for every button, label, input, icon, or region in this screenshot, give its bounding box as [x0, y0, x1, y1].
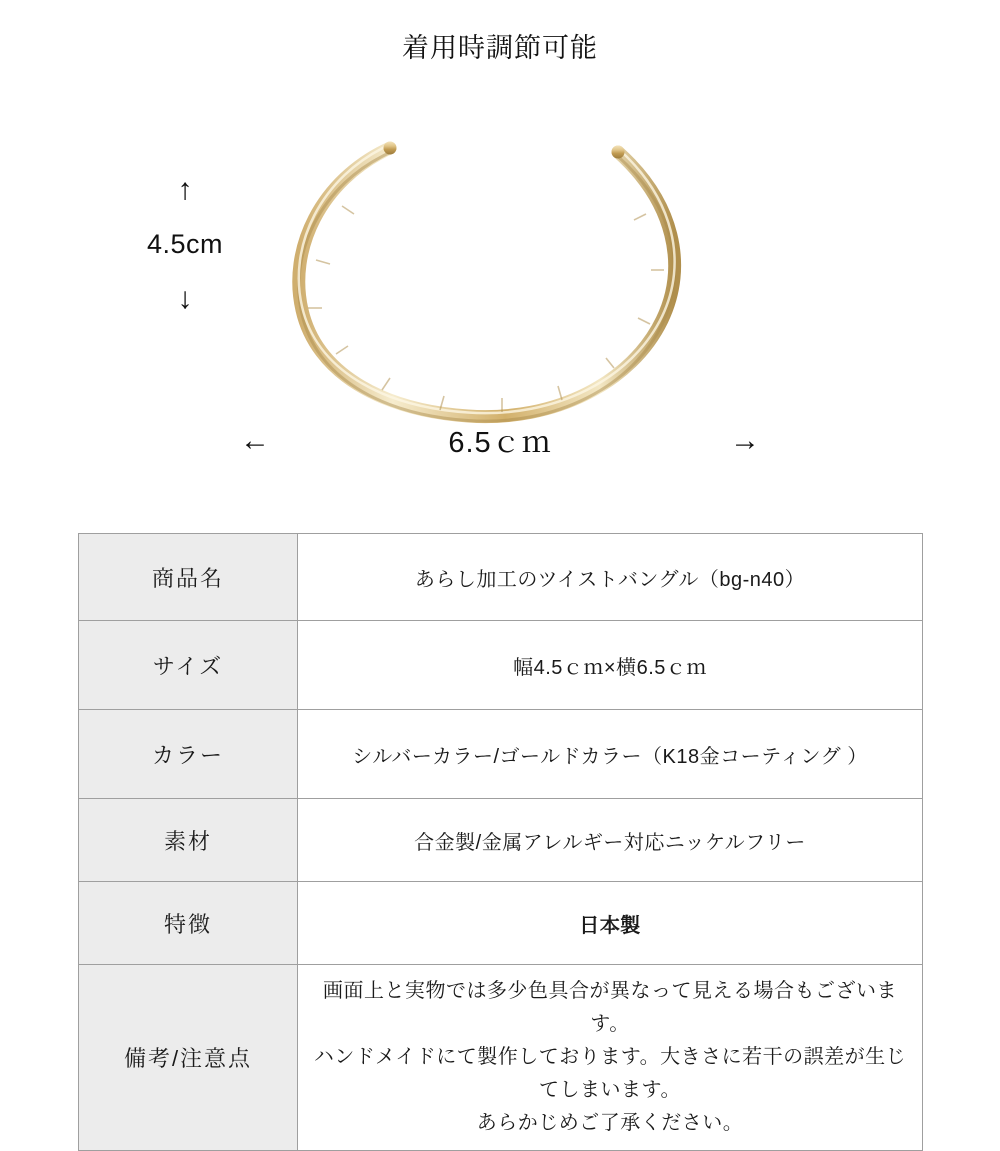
table-row	[79, 710, 923, 799]
spec-label-size: サイズ	[79, 621, 298, 710]
spec-value-feature: 日本製	[298, 882, 923, 965]
arrow-down-icon: ↓	[177, 282, 193, 315]
spec-value-notes	[298, 965, 923, 1151]
product-spec-table	[78, 533, 923, 1151]
table-row	[79, 882, 923, 965]
table-row	[79, 799, 923, 882]
spec-value-size: 幅4.5ｃｍ×横6.5ｃｍ	[298, 621, 923, 710]
spec-label-color: カラー	[79, 710, 298, 799]
table-row	[79, 534, 923, 621]
arrow-left-icon: ←	[240, 423, 270, 457]
horizontal-measurement	[240, 420, 760, 461]
arrow-right-icon: →	[729, 423, 760, 457]
note-line: あらかじめご了承ください。	[476, 1112, 744, 1134]
spec-value-product-name: あらし加工のツイストバングル（bg-n40）	[298, 534, 923, 621]
vertical-measurement-label: 4.5cm	[146, 229, 224, 259]
bangle-product-image	[250, 110, 720, 440]
spec-label-feature: 特徴	[79, 882, 298, 965]
spec-label-material: 素材	[79, 799, 298, 882]
horizontal-measurement-label: 6.5ｃｍ	[448, 427, 552, 459]
page-title: 着用時調節可能	[402, 33, 598, 63]
spec-value-material: 合金製/金属アレルギー対応ニッケルフリー	[298, 799, 923, 882]
note-line: 画面上と実物では多少色具合が異なって見える場合もございます。	[323, 980, 897, 1035]
table-row	[79, 621, 923, 710]
spec-label-notes: 備考/注意点	[79, 965, 298, 1151]
table-row	[79, 965, 923, 1151]
vertical-measurement	[120, 175, 250, 314]
spec-value-color: シルバーカラー/ゴールドカラー（K18金コーティング ）	[298, 710, 923, 799]
note-line: ハンドメイドにて製作しております。大きさに若干の誤差が生じてしまいます。	[313, 1046, 907, 1101]
arrow-up-icon: ↑	[177, 173, 193, 206]
spec-label-product-name: 商品名	[79, 534, 298, 621]
product-photo-area	[0, 90, 1000, 510]
